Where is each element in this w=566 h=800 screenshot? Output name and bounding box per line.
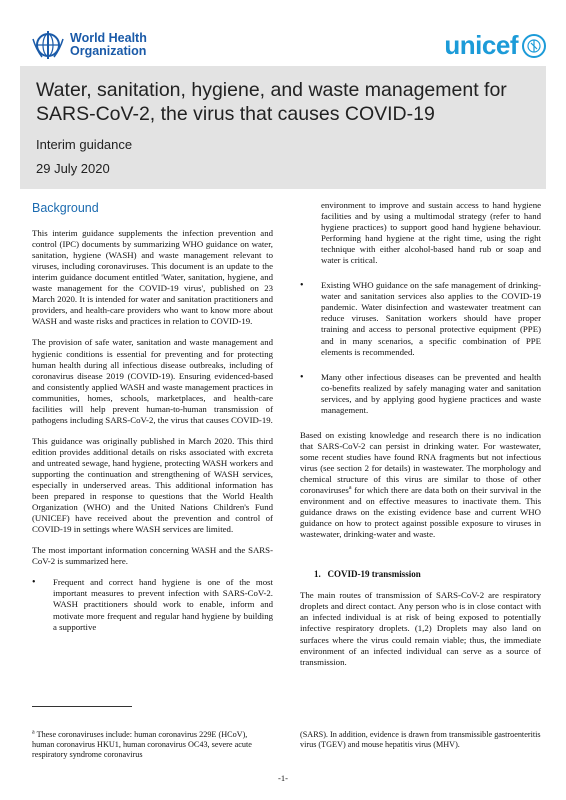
document-title: Water, sanitation, hygiene, and waste management for SARS-CoV-2, the virus that causes COVID-19: [36, 79, 507, 125]
who-emblem-icon: [30, 27, 66, 63]
bullet-hand-hygiene-continued: environment to improve and sustain access to hand hygiene facilities and by using a multimodal strategy (refer to hand hygiene practices) to support good hand hygiene behaviour. Performing hand hygiene at the right time, using the right technique with either alcohol-based hand rub or soap and water is critical.: [321, 200, 541, 266]
bullet-icon: •: [300, 280, 304, 292]
unicef-wordmark: unicef: [444, 30, 518, 60]
background-paragraph-1: This interim guidance supplements the infection prevention and control (IPC) documents by summarizing WHO guidance on water, sanitation, hygiene (WASH) and waste management relevant to viruses, including coronaviruses. This document is an update to the interim guidance document entitled 'Water, sanitation, hygiene, and waste management for the COVID-19 virus', published on 23 March 2020. It is intended for water and sanitation practitioners and providers, and health-care providers who want to know more about WASH and waste risks and practices in relation to COVID-19.: [32, 228, 273, 327]
background-paragraph-4: The most important information concerning WASH and the SARS-CoV-2 is summarized here.: [32, 545, 273, 567]
bullet-other-diseases: • Many other infectious diseases can be prevented and health co-benefits realized by safely managing water and sanitation services, and by applying good hygiene practices and waste management.: [300, 371, 541, 415]
left-column: [32, 200, 273, 643]
bullet-icon: •: [300, 371, 304, 383]
right-column: [300, 200, 541, 678]
section-1-heading: 1. COVID-19 transmission: [314, 569, 421, 580]
who-logo: [30, 27, 147, 63]
document-subtitle: Interim guidance: [36, 137, 133, 152]
footnote-divider: [32, 706, 132, 707]
section-1-paragraph: The main routes of transmission of SARS-CoV-2 are respiratory droplets and direct contact. Any person who is in close contact with an infected individual is at risk of being exposed to potentially infective respiratory droplets. (1,2) Droplets may also land on surfaces where the virus could remain viable; thus, the immediate environment of an infected individual can serve as a source of transmission.: [300, 590, 541, 667]
bullet-hand-hygiene: • Frequent and correct hand hygiene is one of the most important measures to prevent infection with SARS-CoV-2. WASH practitioners should work to enable, inform and motivate more frequent and regular hand hygiene by building a supportive: [32, 577, 273, 632]
unicef-emblem-icon: [520, 32, 548, 60]
document-date: 29 July 2020: [36, 161, 110, 176]
who-name: World Health Organization: [70, 31, 147, 58]
background-heading: Background: [32, 201, 99, 215]
unicef-logo: [444, 30, 548, 61]
page-number: -1-: [278, 773, 288, 783]
bullet-who-guidance: • Existing WHO guidance on the safe management of drinking-water and sanitation services also applies to the COVID-19 pandemic. Water disinfection and wastewater treatment can reduce viruses. Sanitation workers should have proper training and access to personal protective equipment (PPE) and in many scenarios, a specific combination of PPE elements is recommended.: [300, 280, 541, 357]
background-paragraph-3: This guidance was originally published in March 2020. This third edition provides additional details on risks associated with excreta and untreated sewage, hand hygiene, protecting WASH workers and supporting the continuation and strengthening of WASH services, especially in underserved areas. This additional information has been prepared in response to questions that the World Health Organization (WHO) and the United Nations Children's Fund (UNICEF) have received about the prevention and control of COVID-19 in settings where WASH services are limited.: [32, 435, 273, 535]
bullet-icon: •: [32, 577, 36, 589]
footnote-right: (SARS). In addition, evidence is drawn from transmissible gastroenteritis virus (TGEV) and mouse hepatitis virus (MHV).: [300, 730, 541, 749]
footnote-left: $^a$ These coronaviruses include: human coronavirus 229E (HCoV), human coronavirus HKU1, human coronavirus OC43, severe acute respiratory syndrome coronavirus: [32, 729, 252, 759]
background-paragraph-2: The provision of safe water, sanitation and waste management and hygienic conditions is essential for preventing and for protecting human health during all infectious disease outbreaks, including of coronavirus disease 2019 (COVID-19). Ensuring evidenced-based and consistently applied WASH and waste management practices in communities, homes, schools, marketplaces, and health-care facilities will help prevent human-to-human transmission of pathogens including SARS-CoV-2, the virus that causes COVID-19.: [32, 337, 273, 425]
background-paragraph-5: Based on existing knowledge and research there is no indication that SARS-CoV-2 can persist in drinking water. For wastewater, some recent studies have found RNA fragments but not infectious virus (see section 2 for details) in wastewater. The morphology and chemical structure of this virus are similar to those of other coronaviruses$^a$ for which there are data both on their survival in the environment and on effective measures to inactivate them. This guidance draws on the existing evidence base and current WHO guidance on how to protect against possible exposure to viruses in wastewater, drinking-water and waste.: [300, 429, 541, 540]
